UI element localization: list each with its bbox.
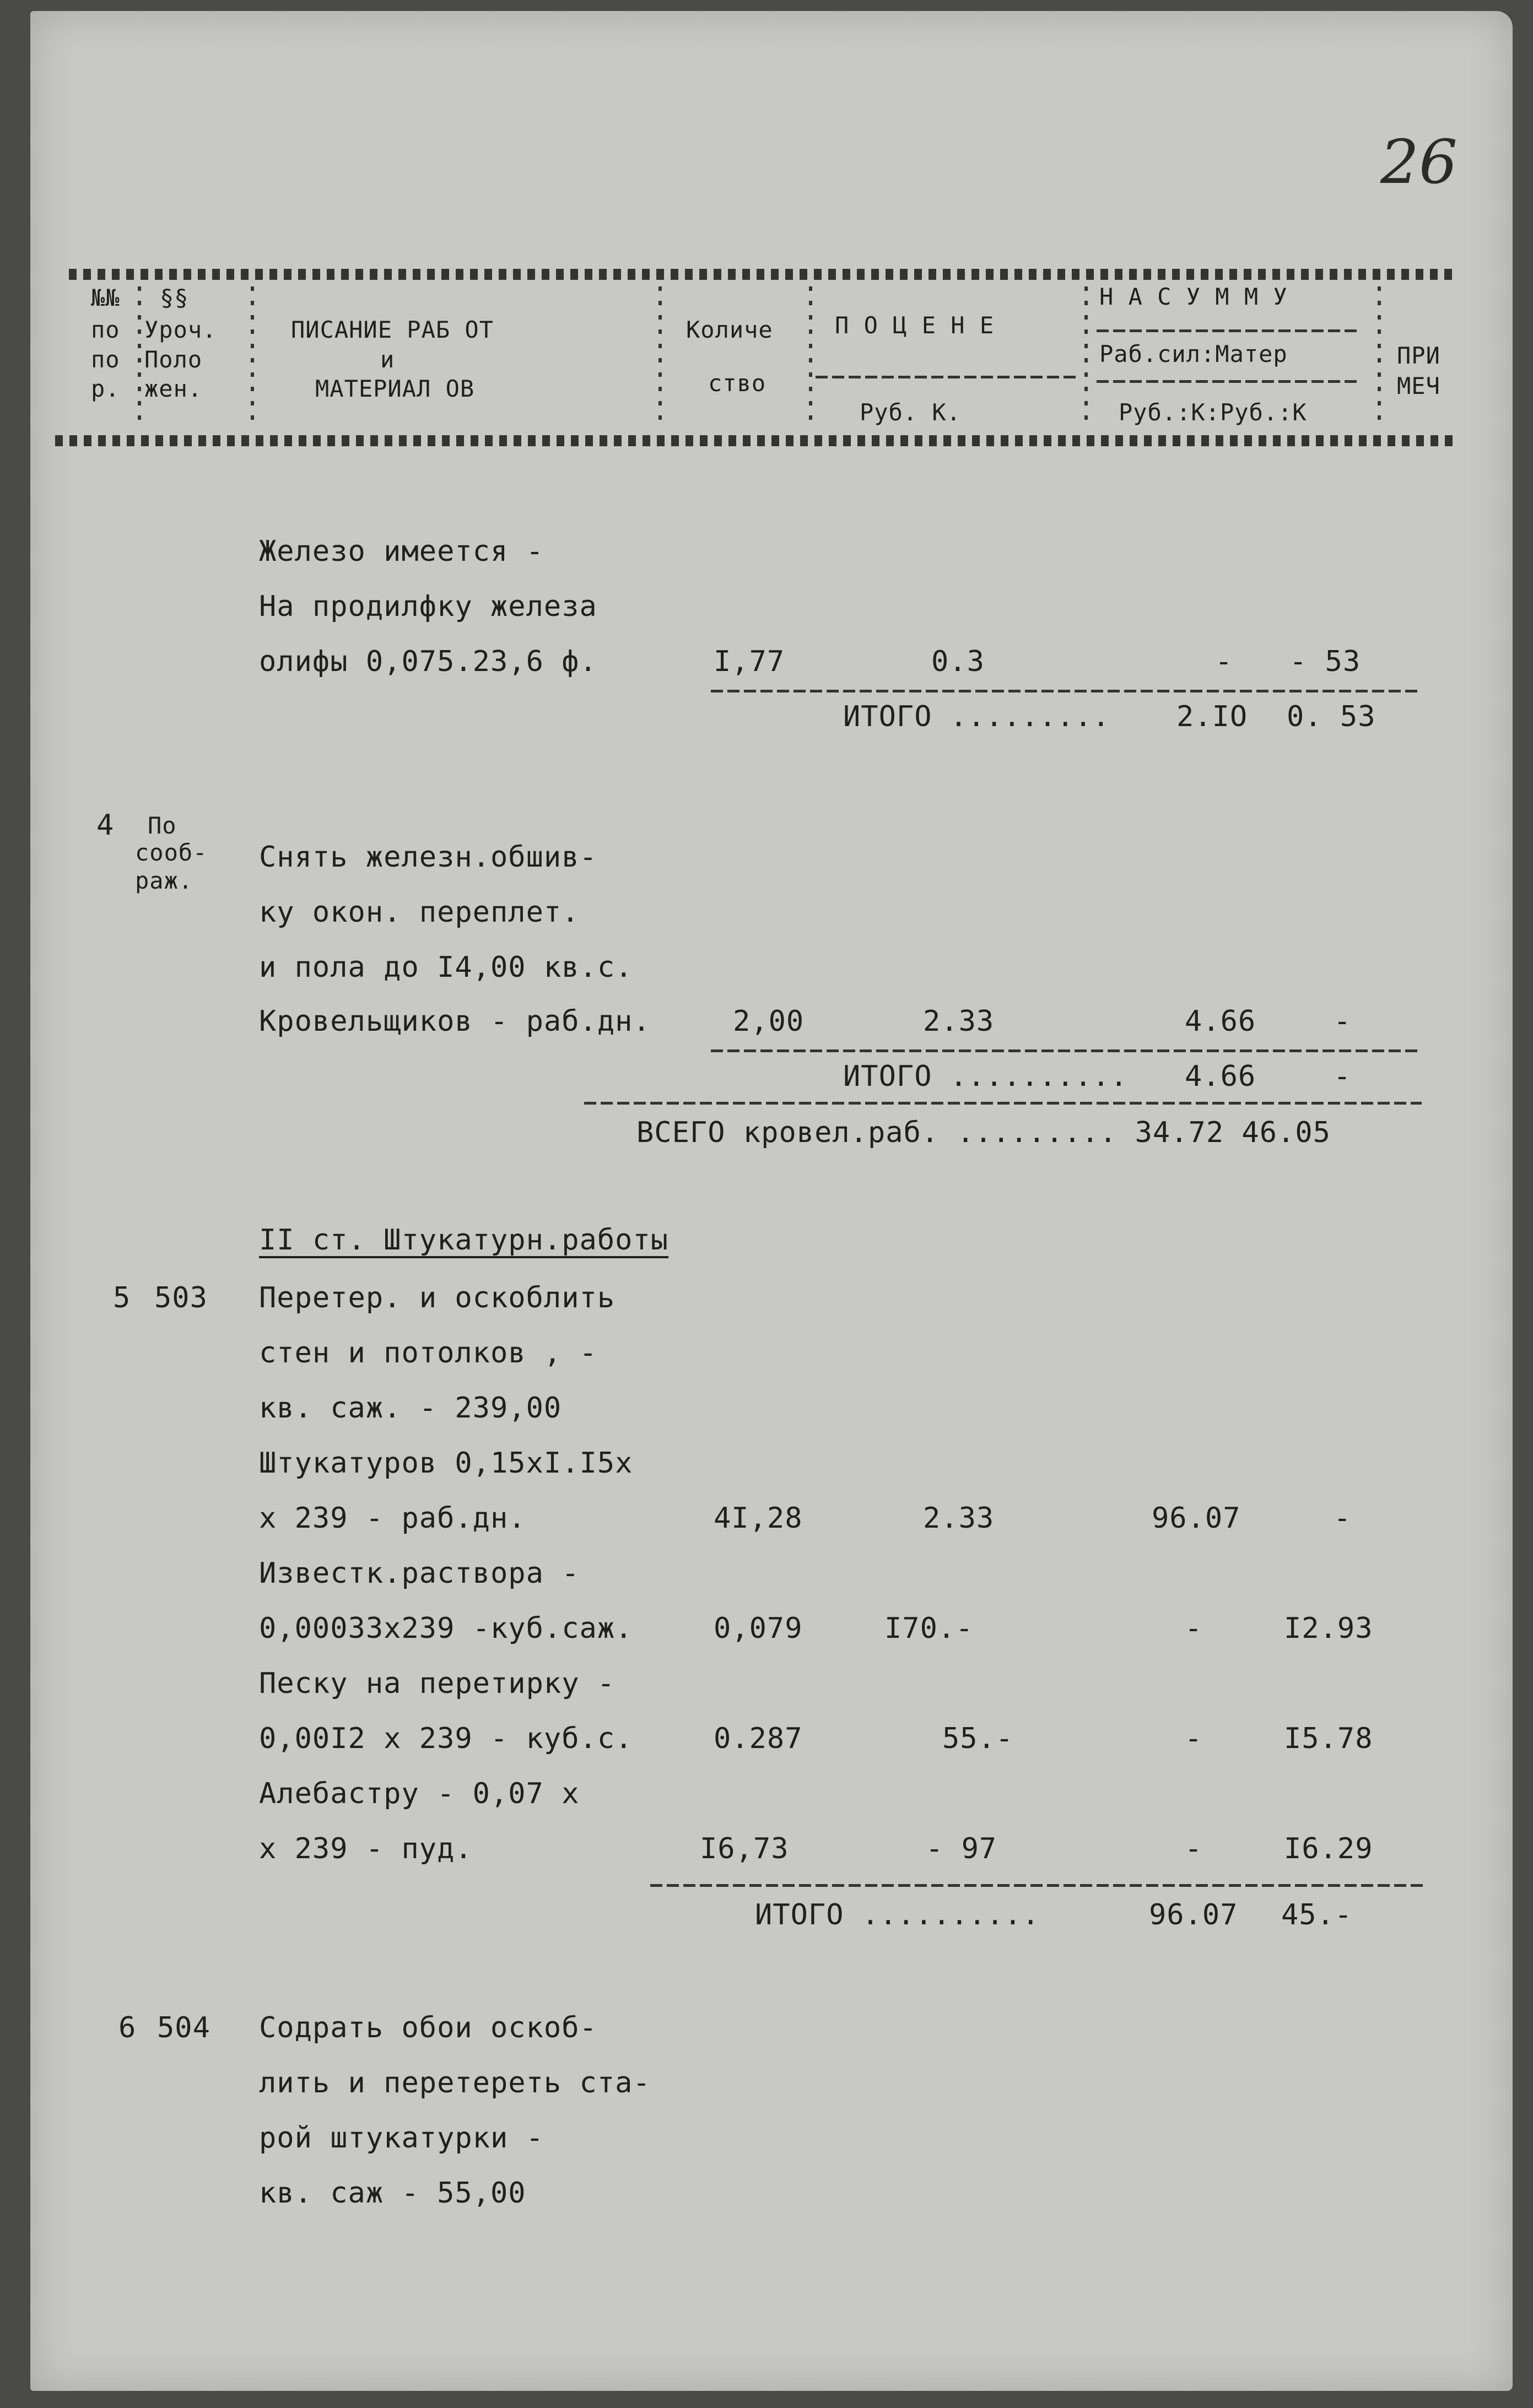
row-price: 55.- [942,1722,1014,1755]
header-sum-rule [1097,380,1361,383]
header-col-para: Уроч. [144,316,217,343]
row-quantity: I,77 [714,645,785,678]
header-col-price-units: Руб. К. [860,399,962,426]
row-text: 0,00I2 х 239 - куб.с. [259,1722,633,1755]
item-basis: раж. [135,867,193,894]
row-labor-sum: 96.07 [1152,1502,1241,1535]
row-text: кв. саж - 55,00 [259,2177,526,2210]
header-col-price: П О Ц Е Н Е [835,312,995,339]
header-divider [251,286,254,430]
row-text: Известк.раствора - [259,1557,580,1590]
header-col-num: №№ [91,284,120,311]
row-quantity: 2,00 [733,1005,805,1038]
row-material-sum: - [1334,1502,1352,1535]
row-text: рой штукатурки - [259,2122,544,2155]
row-text: стен и потолков , - [259,1336,597,1370]
header-col-sum-units: Руб.:К:Руб.:К [1119,399,1307,426]
row-price: 2.33 [923,1502,995,1535]
subtotal-label: ИТОГО .......... [755,1898,1040,1931]
header-divider [658,286,662,430]
row-text: Штукатуров 0,15хI.I5х [259,1447,633,1480]
row-price: 0.3 [931,645,985,678]
header-col-quantity: ство [708,370,766,397]
section-title: II ст. Штукатурн.работы [259,1224,669,1257]
subtotal-labor: 96.07 [1149,1898,1238,1931]
total-rule [711,1049,1422,1052]
row-text: Песку на перетирку - [259,1667,616,1700]
row-labor-sum: - [1185,1612,1203,1645]
item-number: 4 [96,809,115,842]
total-rule [711,690,1422,692]
row-quantity: 0,079 [714,1612,803,1645]
row-labor-sum: - [1215,645,1233,678]
header-col-description: ПИСАНИЕ РАБ ОТ [291,316,494,343]
item-basis: сооб- [135,839,208,866]
header-price-rule [816,376,1080,378]
header-col-note: МЕЧ [1397,372,1440,399]
row-labor-sum: - [1185,1832,1203,1865]
subtotal-labor: 2.IO [1176,700,1248,733]
row-price: 2.33 [923,1005,995,1038]
item-paragraph: 503 [154,1281,208,1314]
row-text: олифы 0,075.23,6 ф. [259,645,597,678]
row-text: 0,00033х239 -куб.саж. [259,1612,633,1645]
header-col-num: по [91,316,120,343]
header-col-sum: Н А С У М М У [1099,283,1288,310]
subtotal-label: ИТОГО .......... [843,1060,1128,1093]
subtotal-label: ИТОГО ......... [843,700,1110,733]
header-col-sum-types: Раб.сил:Матер [1099,340,1288,367]
header-col-para: Поло [144,346,203,373]
header-sum-rule [1097,329,1361,332]
subtotal-material: - [1334,1060,1352,1093]
row-text: и пола до I4,00 кв.с. [259,951,633,984]
item-basis: По [148,812,177,839]
header-bottom-rule [55,435,1458,446]
total-rule [650,1884,1427,1887]
row-material-sum: - [1334,1005,1352,1038]
row-material-sum: I6.29 [1284,1832,1373,1865]
header-col-description: и [380,346,395,373]
row-text: Железо имеется - [259,535,544,568]
row-labor-sum: 4.66 [1185,1005,1256,1038]
row-text: х 239 - пуд. [259,1832,473,1865]
header-divider [138,286,141,430]
row-text: Алебастру - 0,07 х [259,1777,580,1810]
row-text: Перетер. и оскоблить [259,1281,616,1314]
header-divider [1084,286,1088,430]
row-text: лить и перетереть ста- [259,2066,651,2099]
header-col-para: жен. [144,375,203,402]
grand-total-line: ВСЕГО кровел.раб. ......... 34.72 46.05 [636,1116,1331,1149]
row-text: х 239 - раб.дн. [259,1502,526,1535]
item-number: 6 [118,2011,137,2044]
header-top-rule [69,269,1458,280]
row-quantity: 0.287 [714,1722,803,1755]
subtotal-labor: 4.66 [1185,1060,1256,1093]
header-divider [1378,286,1381,430]
header-col-description: МАТЕРИАЛ ОВ [315,375,475,402]
row-labor-sum: - [1185,1722,1203,1755]
header-col-quantity: Количе [686,316,773,343]
item-number: 5 [113,1281,131,1314]
item-paragraph: 504 [157,2011,210,2044]
header-col-para: §§ [160,284,189,311]
row-quantity: I6,73 [700,1832,789,1865]
row-text: ку окон. переплет. [259,896,580,929]
row-text: кв. саж. - 239,00 [259,1392,562,1425]
row-material-sum: I2.93 [1284,1612,1373,1645]
row-price: - 97 [926,1832,997,1865]
header-col-note: ПРИ [1397,342,1440,369]
subtotal-material: 45.- [1281,1898,1353,1931]
row-material-sum: I5.78 [1284,1722,1373,1755]
header-divider [809,286,812,430]
grand-total-rule [584,1102,1422,1105]
row-text: Кровельщиков - раб.дн. [259,1005,651,1038]
row-material-sum: - 53 [1289,645,1361,678]
row-text: Содрать обои оскоб- [259,2011,597,2044]
row-text: На продилфку железа [259,590,597,623]
row-text: Снять железн.обшив- [259,841,597,874]
header-col-num: р. [91,375,120,402]
row-price: I70.- [884,1612,974,1645]
page-number: 26 [1380,127,1458,197]
row-quantity: 4I,28 [714,1502,803,1535]
header-col-num: по [91,346,120,373]
subtotal-material: 0. 53 [1287,700,1376,733]
